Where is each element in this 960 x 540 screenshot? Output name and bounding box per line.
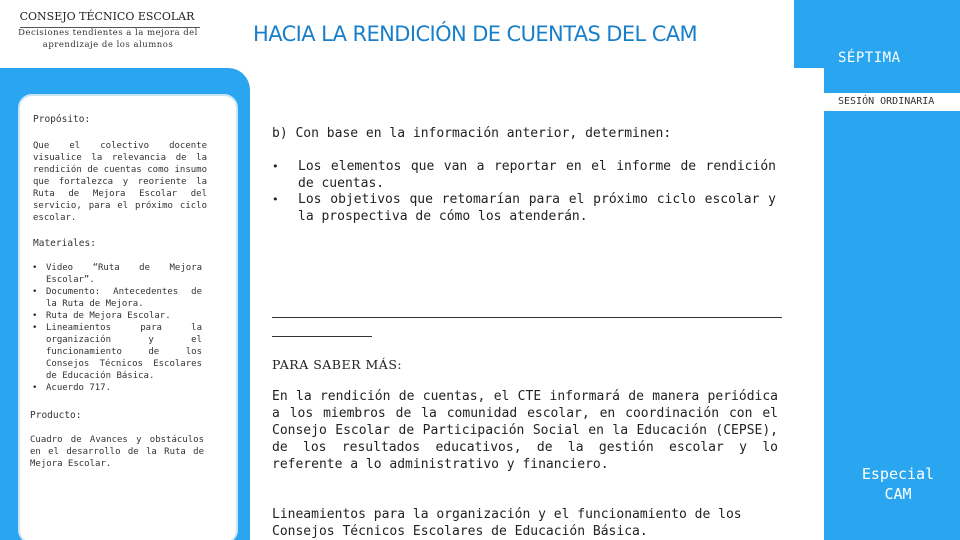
materiales-list <box>30 262 202 394</box>
right-accent-bar <box>824 0 960 540</box>
reference-text: Lineamientos para la organización y el funcionamiento de los Consejos Técnicos Escolares de Educación Básica. <box>272 507 742 539</box>
proposito-text: Que el colectivo docente visualice la relevancia de la rendición de cuentas como insumo que fortalezca y reoriente la Ruta de Mejora Escolar del servicio, para el próximo ciclo escolar. <box>33 141 207 223</box>
list-item: • Lineamientos para la organización y el funcionamiento de los Consejos Técnicos Escolares de Educación Básica. <box>30 322 202 382</box>
producto-text: Cuadro de Avances y obstáculos en el desarrollo de la Ruta de Mejora Escolar. <box>30 435 204 469</box>
para-saber-mas-heading: PARA SABER MÁS: <box>272 357 403 372</box>
list-item: • Los objetivos que retomarían para el próximo ciclo escolar y la prospectiva de cómo los atenderán. <box>270 192 776 225</box>
list-item: • Los elementos que van a reportar en el informe de rendición de cuentas. <box>270 159 776 192</box>
answer-line <box>272 336 372 337</box>
question-list <box>270 159 776 225</box>
organization-name: CONSEJO TÉCNICO ESCOLAR <box>19 10 195 23</box>
proposito-label: Propósito: <box>33 114 91 125</box>
list-item: • Acuerdo 717. <box>30 382 202 394</box>
list-item: • Ruta de Mejora Escolar. <box>30 310 202 322</box>
session-number: SÉPTIMA <box>838 50 901 66</box>
answer-line <box>272 317 782 318</box>
producto-label: Producto: <box>30 410 82 421</box>
edition-badge <box>846 464 950 504</box>
page-title: HACIA LA RENDICIÓN DE CUENTAS DEL CAM <box>253 22 698 46</box>
materiales-label: Materiales: <box>33 238 96 249</box>
instruction-text: b) Con base en la información anterior, determinen: <box>272 126 672 141</box>
edition-badge-line2: CAM <box>884 485 912 503</box>
header-org-box <box>0 0 214 68</box>
organization-slogan: Decisiones tendientes a la mejora del aprendizaje de los alumnos <box>18 28 198 50</box>
info-paragraph: En la rendición de cuentas, el CTE informará de manera periódica a los miembros de la comunidad escolar, en coordinación con el Consejo Escolar de Participación Social en la Educación (CEPSE), de los resultados educativos, de la gestión escolar y lo referente a lo administrativo y financiero. <box>272 389 778 472</box>
list-item: • Documento: Antecedentes de la Ruta de Mejora. <box>30 286 202 310</box>
edition-badge-line1: Especial <box>861 465 935 483</box>
list-item: • Video “Ruta de Mejora Escolar”. <box>30 262 202 286</box>
session-type-badge: SESIÓN ORDINARIA <box>794 93 960 111</box>
